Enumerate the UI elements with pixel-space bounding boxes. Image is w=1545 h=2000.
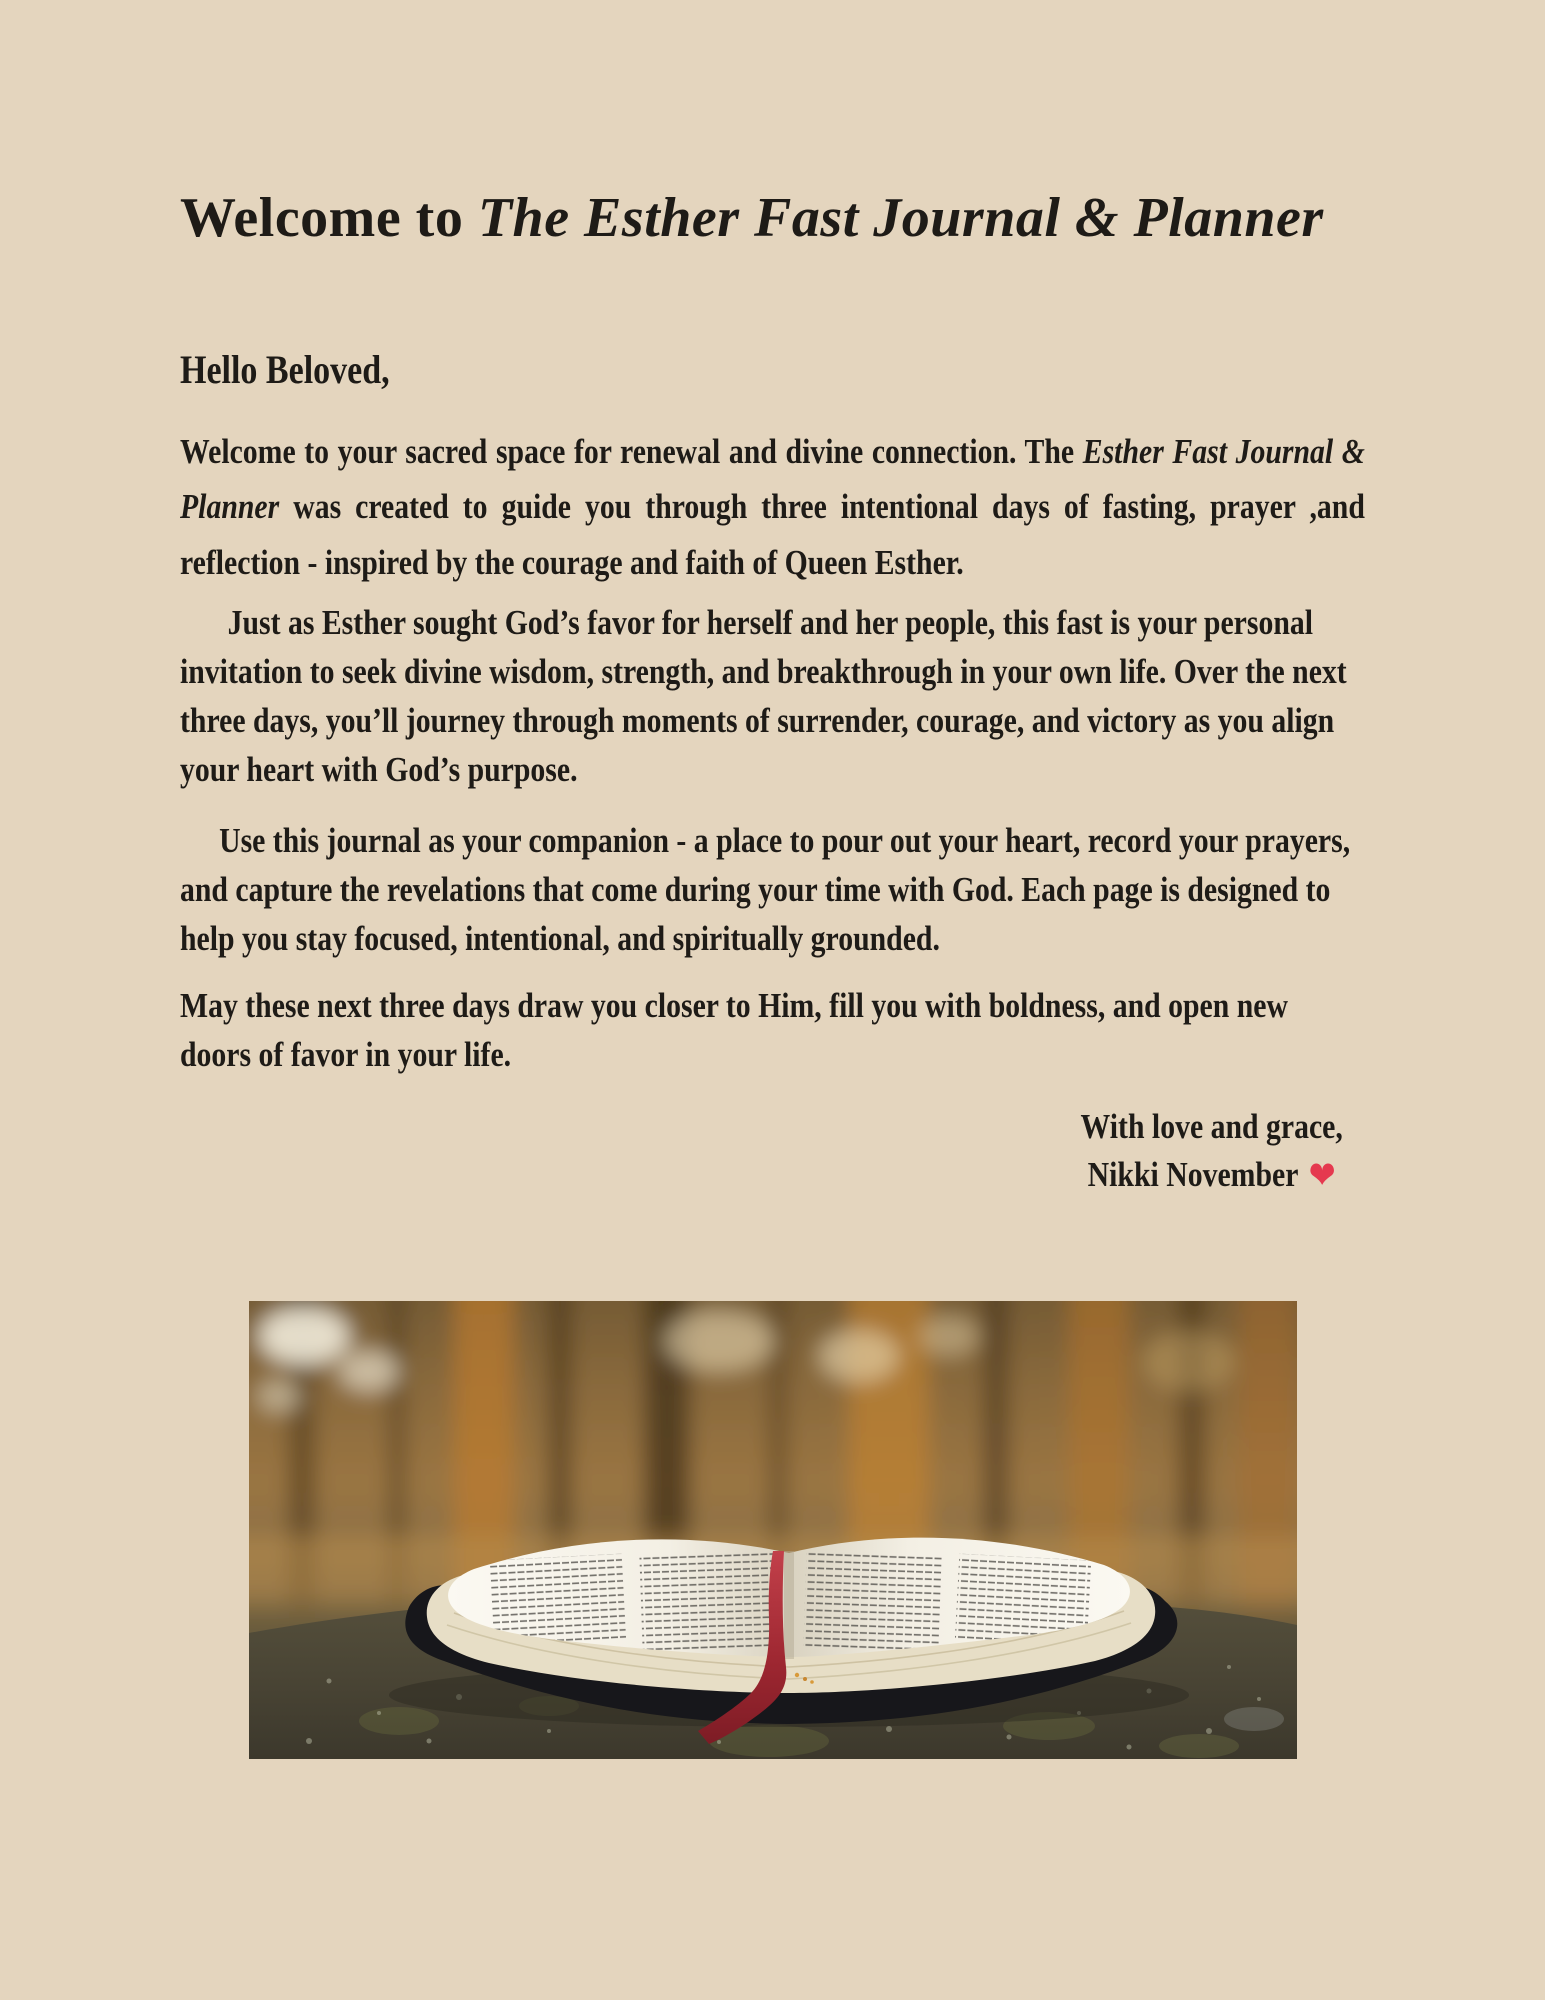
paragraph-welcome-end: was created to guide you through three intentional days of fasting, prayer ,and reflection - inspired by the courage and faith of Queen Esther. — [180, 487, 1365, 582]
greeting: Hello Beloved, — [180, 347, 390, 392]
signoff-author: Nikki November — [1087, 1155, 1299, 1195]
signoff — [1081, 1103, 1343, 1202]
page-title — [180, 187, 1365, 249]
paragraph-esther: Just as Esther sought God’s favor for herself and her people, this fast is your personal invitation to seek divine wisdom, strength, and breakthrough in your own life. Over the next three days, you’ll journey through moments of surrender, courage, and victory as you align your heart with God’s purpose. — [180, 602, 1347, 789]
heart-icon: ❤ — [1308, 1153, 1336, 1198]
paragraph-welcome-book-title: Esther Fast Journal & Planner — [180, 432, 1365, 527]
bible-photo — [249, 1301, 1297, 1759]
paragraph-welcome-start: Welcome to your sacred space for renewal and divine connection. The — [180, 432, 1083, 471]
signoff-line1: With love and grace, — [1080, 1106, 1343, 1146]
paragraph-welcome — [180, 424, 1365, 590]
page-content — [180, 0, 1365, 1759]
page-title-prefix: Welcome to — [180, 187, 478, 249]
bible-photo-illustration — [249, 1301, 1297, 1759]
paragraph-journal-use: Use this journal as your companion - a place to pour out your heart, record your prayers, and capture the revelations that come during your time with God. Each page is designed to help you stay focused, intentional, and spiritually grounded. — [180, 820, 1351, 958]
page-title-italic: The Esther Fast Journal & Planner — [477, 187, 1324, 249]
signoff-line2 — [1081, 1150, 1343, 1201]
open-bible — [389, 1538, 1189, 1744]
paragraph-blessing: May these next three days draw you closer to Him, fill you with boldness, and open new doors of favor in your life. — [180, 985, 1288, 1074]
letter-body — [180, 346, 1365, 1201]
